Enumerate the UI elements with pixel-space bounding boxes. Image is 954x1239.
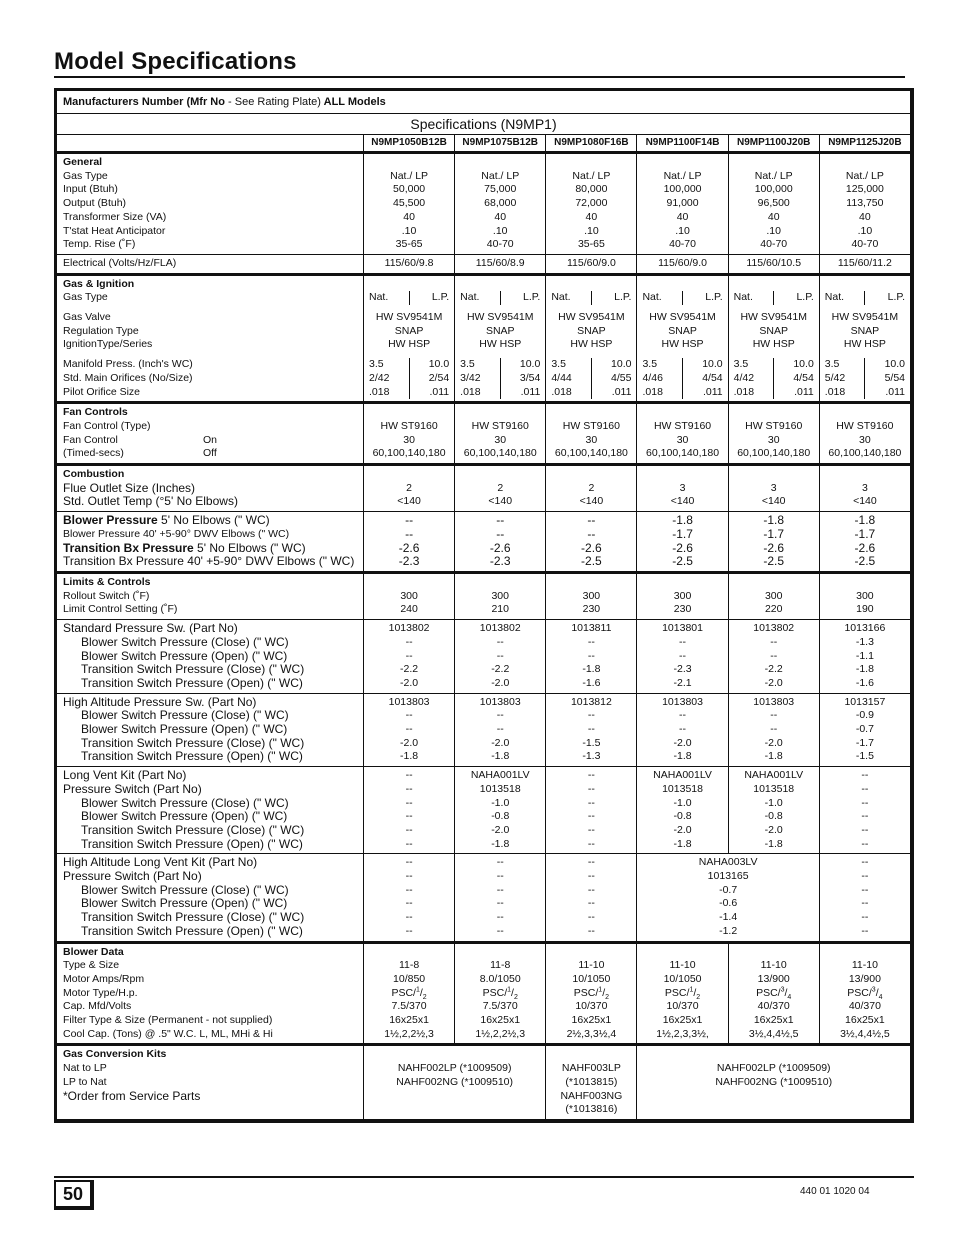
model-2: N9MP1075B12B	[455, 135, 546, 153]
mfr-note: - See Rating Plate)	[228, 96, 321, 108]
label: Fan Control (Type)	[63, 419, 151, 432]
document-number: 440 01 1020 04	[800, 1186, 870, 1197]
cell: .10	[766, 224, 781, 237]
mfr-row	[57, 91, 911, 114]
model-4: N9MP1100F14B	[637, 135, 728, 153]
nat-lp: Nat. L.P.	[733, 291, 814, 304]
cell: 80,000	[575, 183, 608, 196]
cell: 91,000	[666, 197, 699, 210]
conversion-heading: Gas Conversion Kits	[63, 1048, 167, 1061]
blower-pressure-section: Blower Pressure 5' No Elbows (" WC) Blower Pressure 40' +5-90° DWV Elbows (" WC) Transition Bx Pressure 5' No Elbows (" WC) Transition Bx Pressure 40' +5-90° DWV Elbows (" WC) -- -- -2.6 -2.3 -- -- -2.6 -2.3 -- -- -2.6 -2.5 -1.8 -1.7 -2.6 -2.5 -1.8 -1.7 -2.6 -2.5 -1.8 -1.7 -2.6 -2.5	[57, 512, 911, 573]
label: Transition Switch Pressure (Close) (" WC)	[81, 822, 305, 837]
label: Transition Switch Pressure (Open) (" WC)	[81, 749, 303, 764]
cell: 72,000	[575, 197, 608, 210]
label: Cap. Mfd/Volts	[63, 1000, 132, 1013]
label: Transition Switch Pressure (Close) (" WC)	[81, 735, 305, 750]
gas-conversion-section: Gas Conversion Kits Nat to LP LP to Nat *Order from Service Parts NAHF002LP (*1009509) NAHF002NG (*1009510) NAHF003LP (*1013815) NAHF003NG (*1013816) NAHF002LP (*1009509) NAHF002NG (*1009510)	[57, 1045, 911, 1120]
cell: Nat./ LP	[754, 169, 793, 182]
general-section	[57, 153, 911, 255]
blower-data-section: Blower Data Type & Size Motor Amps/Rpm Motor Type/H.p. Cap. Mfd/Volts Filter Type & Size (Permanent - not supplied) Cool Cap. (Tons) @ .5" W.C. L, ML, MHi & Hi 11-8 10/850 PSC/$^1/_2$ 7.5/370 16x25x1 1½,2,2½,3 11-8 8.0/1050 PSC/$^1/_2$ 7.5/370 16x25x1 1½,2,2½,3 11-10 10/1050 PSC/$^1/_2$ 10/370 16x25x1 2½,3,3½,4 11-10 10/1050 PSC/$^1/_2$ 10/370 16x25x1 1½,2,3,3½, 11-10 13/900 PSC/$^3/_4$ 40/370 16x25x1 3½,4,4½,5 11-10 13/900 PSC/$^3/_4$ 40/370 16x25x1 3½,4,4½,5	[57, 942, 911, 1045]
cell: 115/60/8.9	[455, 254, 546, 274]
cell: 125,000	[845, 183, 884, 196]
cell: 68,000	[484, 197, 517, 210]
cell: Nat./ LP	[663, 169, 702, 182]
cell: Nat./ LP	[845, 169, 884, 182]
label: LP to Nat	[63, 1075, 107, 1088]
combustion-heading: Combustion	[63, 468, 125, 481]
cell: 45,500	[393, 197, 426, 210]
blower-heading: Blower Data	[63, 945, 124, 958]
cell: 40-70	[760, 238, 788, 251]
label: Output (Btuh)	[63, 197, 127, 210]
nat-lp: Nat. L.P.	[460, 291, 541, 304]
cell: 115/60/9.0	[546, 254, 637, 274]
label: IgnitionType/Series	[63, 338, 153, 351]
label: Blower Switch Pressure (Close) (" WC)	[81, 708, 289, 723]
cell: 40	[494, 210, 507, 223]
cell: 115/60/9.8	[364, 254, 455, 274]
label: Blower Switch Pressure (Close) (" WC)	[81, 882, 289, 897]
page-title-bar	[54, 48, 905, 78]
standard-pressure-section: Standard Pressure Sw. (Part No) Blower Switch Pressure (Close) (" WC) Blower Switch Pressure (Open) (" WC) Transition Switch Pressure (Close) (" WC) Transition Switch Pressure (Open) (" WC) 1013802 -- -- -2.2 -2.0 1013802 -- -- -2.2 -2.0 1013811 -- -- -1.8 -1.6 1013801 -- -- -2.3 -2.1 1013802 -- -- -2.2 -2.0 1013166 -1.3 -1.1 -1.8 -1.6	[57, 620, 911, 694]
label: Pilot Orifice Size	[63, 385, 141, 398]
cell: 40-70	[851, 238, 879, 251]
electrical-row	[57, 254, 911, 274]
spec-table	[56, 90, 911, 1120]
label: Filter Type & Size (Permanent - not supplied)	[63, 1014, 273, 1027]
cell: 40	[403, 210, 415, 223]
cell: Nat./ LP	[481, 169, 520, 182]
cell: 75,000	[484, 183, 517, 196]
label: Type & Size	[63, 959, 120, 972]
label: Motor Type/H.p.	[63, 986, 138, 999]
nat-lp: Nat. L.P.	[824, 291, 905, 304]
page-title: Model Specifications	[54, 48, 297, 75]
cell: 40-70	[486, 238, 514, 251]
label: Std. Outlet Temp (°5' No Elbows)	[63, 494, 238, 509]
label: Transition Bx Pressure 40' +5-90° DWV Elbows (" WC)	[63, 554, 355, 569]
high-altitude-long-vent-section: High Altitude Long Vent Kit (Part No) Pressure Switch (Part No) Blower Switch Pressure (Close) (" WC) Blower Switch Pressure (Open) (" WC) Transition Switch Pressure (Close) (" WC) Transition Switch Pressure (Open) (" WC) -- -- -- -- -- -- -- -- -- -- -- -- -- -- -- -- -- -- NAHA003LV 1013165 -0.7 -0.6 -1.4 -1.2 -- -- -- -- -- --	[57, 854, 911, 942]
label: Limit Control Setting (˚F)	[63, 603, 178, 616]
label: Transition Switch Pressure (Open) (" WC)	[81, 923, 303, 938]
label: Input (Btuh)	[63, 183, 118, 196]
fan-section: Fan Controls Fan Control (Type) Fan Control On (Timed-secs) Off HW ST9160 30 60,100,140,180 HW ST9160 30 60,100,140,180 HW ST9160 30 60,100,140,180 HW ST9160 30 60,100,140,180 HW ST9160 30 60,100,140,180 HW ST9160 30 60,100,140,180	[57, 403, 911, 465]
label: Standard Pressure Sw. (Part No)	[63, 621, 238, 636]
spec-title: Specifications (N9MP1)	[57, 114, 911, 135]
model-3: N9MP1080F16B	[546, 135, 637, 153]
label: Transition Switch Pressure (Open) (" WC)	[81, 675, 303, 690]
nat-lp: Nat. L.P.	[551, 291, 632, 304]
long-vent-section: Long Vent Kit (Part No) Pressure Switch (Part No) Blower Switch Pressure (Close) (" WC) Blower Switch Pressure (Open) (" WC) Transition Switch Pressure (Close) (" WC) Transition Switch Pressure (Open) (" WC) -- -- -- -- -- -- NAHA001LV 1013518 -1.0 -0.8 -2.0 -1.8 -- -- -- -- -- -- NAHA001LV 1013518 -1.0 -0.8 -2.0 -1.8 NAHA001LV 1013518 -1.0 -0.8 -2.0 -1.8 -- -- -- -- -- --	[57, 767, 911, 854]
cell: 100,000	[754, 183, 793, 196]
label: Motor Amps/Rpm	[63, 972, 145, 985]
limits-section: Limits & Controls Rollout Switch (˚F) Limit Control Setting (˚F) 300 240 300 210 300 230 300 230 300 220 300 190	[57, 572, 911, 619]
cell: 115/60/11.2	[819, 254, 910, 274]
label: Transformer Size (VA)	[63, 210, 167, 223]
gas-heading: Gas & Ignition	[63, 277, 135, 290]
label: Transition Switch Pressure (Close) (" WC)	[81, 910, 305, 925]
gas-section: Gas & Ignition Gas Type Gas Valve Regulation Type IgnitionType/Series Manifold Press. (Inch's WC) Std. Main Orifices (No/Size) Pilot Orifice Size Nat. L.P. HW SV9541M SNAP HW HSP 3.5 10.0 2/42 2/54 .018 .011 Nat. L.P. HW SV9541M SNAP HW HSP 3.5 10.0 3/42 3/54 .018 .011 Nat. L.P. HW SV9541M SNAP HW HSP 3.5 10.0 4/44 4/55 .018 .011 Nat. L.P. HW SV9541M SNAP HW HSP 3.5 10.0 4/46 4/54 .018 .011 Nat. L.P. HW SV9541M SNAP HW HSP 3.5 10.0 4/42 4/54 .018 .011 Nat. L.P. HW SV9541M SNAP HW HSP 3.5 10.0 5/42 5/54 .018 .011	[57, 274, 911, 403]
cell: 40	[676, 210, 689, 223]
mfr-all: ALL Models	[323, 96, 386, 108]
label: Gas Type	[63, 291, 108, 304]
label: Transition Switch Pressure (Close) (" WC)	[81, 662, 305, 677]
footer-rule	[54, 1176, 914, 1178]
label: Cool Cap. (Tons) @ .5" W.C. L, ML, MHi & Hi	[63, 1027, 273, 1040]
cell: .10	[401, 224, 417, 237]
mfr-label: Manufacturers Number (Mfr No	[63, 96, 225, 108]
general-heading: General	[63, 156, 103, 168]
cell: 40	[585, 210, 598, 223]
label: Blower Switch Pressure (Open) (" WC)	[81, 722, 288, 737]
label: *Order from Service Parts	[63, 1088, 201, 1103]
cell: .10	[857, 224, 873, 237]
label: Flue Outlet Size (Inches)	[63, 480, 196, 495]
model-1: N9MP1050B12B	[364, 135, 455, 153]
label: Blower Switch Pressure (Open) (" WC)	[81, 809, 288, 824]
label: Temp. Rise (˚F)	[63, 238, 136, 251]
cell: 40-70	[669, 238, 696, 251]
cell: 113,750	[846, 197, 884, 210]
cell: 35-65	[577, 238, 605, 251]
spec-title-row	[57, 114, 911, 135]
model-header-row	[57, 135, 911, 153]
cell: .10	[492, 224, 508, 237]
label: High Altitude Long Vent Kit (Part No)	[63, 855, 258, 870]
label: T'stat Heat Anticipator	[63, 224, 166, 237]
label: Blower Switch Pressure (Open) (" WC)	[81, 648, 288, 663]
label: Blower Pressure 40' +5-90° DWV Elbows (" WC)	[63, 527, 290, 540]
label: Std. Main Orifices (No/Size)	[63, 371, 193, 384]
label: Manifold Press. (Inch's WC)	[63, 358, 193, 371]
nat-lp: Nat. L.P.	[642, 291, 723, 304]
cell: 100,000	[663, 183, 702, 196]
label: Blower Switch Pressure (Close) (" WC)	[81, 634, 289, 649]
spec-table-frame	[54, 88, 914, 1123]
fan-heading: Fan Controls	[63, 406, 128, 419]
high-altitude-pressure-section: High Altitude Pressure Sw. (Part No) Blower Switch Pressure (Close) (" WC) Blower Switch Pressure (Open) (" WC) Transition Switch Pressure (Close) (" WC) Transition Switch Pressure (Open) (" WC) 1013803 -- -- -2.0 -1.8 1013803 -- -- -2.0 -1.8 1013812 -- -- -1.5 -1.3 1013803 -- -- -2.0 -1.8 1013803 -- -- -2.0 -1.8 1013157 -0.9 -0.7 -1.7 -1.5	[57, 693, 911, 767]
cell: 50,000	[393, 183, 426, 196]
label: Blower Switch Pressure (Close) (" WC)	[81, 795, 289, 810]
cell: Nat./ LP	[572, 169, 611, 182]
page-number: 50	[54, 1180, 94, 1210]
cell: 115/60/10.5	[728, 254, 819, 274]
cell: 40	[767, 210, 780, 223]
label: Electrical (Volts/Hz/FLA)	[57, 254, 364, 274]
label: Nat to LP	[63, 1062, 107, 1075]
label: Transition Switch Pressure (Open) (" WC)	[81, 836, 303, 851]
label: Pressure Switch (Part No)	[63, 869, 202, 884]
cell: 115/60/9.0	[637, 254, 728, 274]
combustion-section: Combustion Flue Outlet Size (Inches) Std. Outlet Temp (°5' No Elbows) 2 <140 2 <140 2 <140 3 <140 3 <140 3 <140	[57, 465, 911, 512]
label: Pressure Switch (Part No)	[63, 781, 202, 796]
label: Regulation Type	[63, 324, 139, 337]
model-6: N9MP1125J20B	[819, 135, 910, 153]
cell: 35-65	[395, 238, 423, 251]
label: Gas Type	[63, 169, 108, 182]
label: Gas Valve	[63, 311, 111, 324]
label: High Altitude Pressure Sw. (Part No)	[63, 694, 257, 709]
limits-heading: Limits & Controls	[63, 575, 151, 588]
cell: 40	[859, 210, 871, 223]
label: Long Vent Kit (Part No)	[63, 768, 187, 783]
cell: .10	[584, 224, 599, 237]
cell: 96,500	[757, 197, 790, 210]
nat-lp: Nat. L.P.	[369, 291, 450, 304]
model-5: N9MP1100J20B	[728, 135, 819, 153]
label: Rollout Switch (˚F)	[63, 589, 150, 602]
cell: Nat./ LP	[390, 169, 429, 182]
label: Blower Switch Pressure (Open) (" WC)	[81, 896, 288, 911]
cell: .10	[675, 224, 690, 237]
